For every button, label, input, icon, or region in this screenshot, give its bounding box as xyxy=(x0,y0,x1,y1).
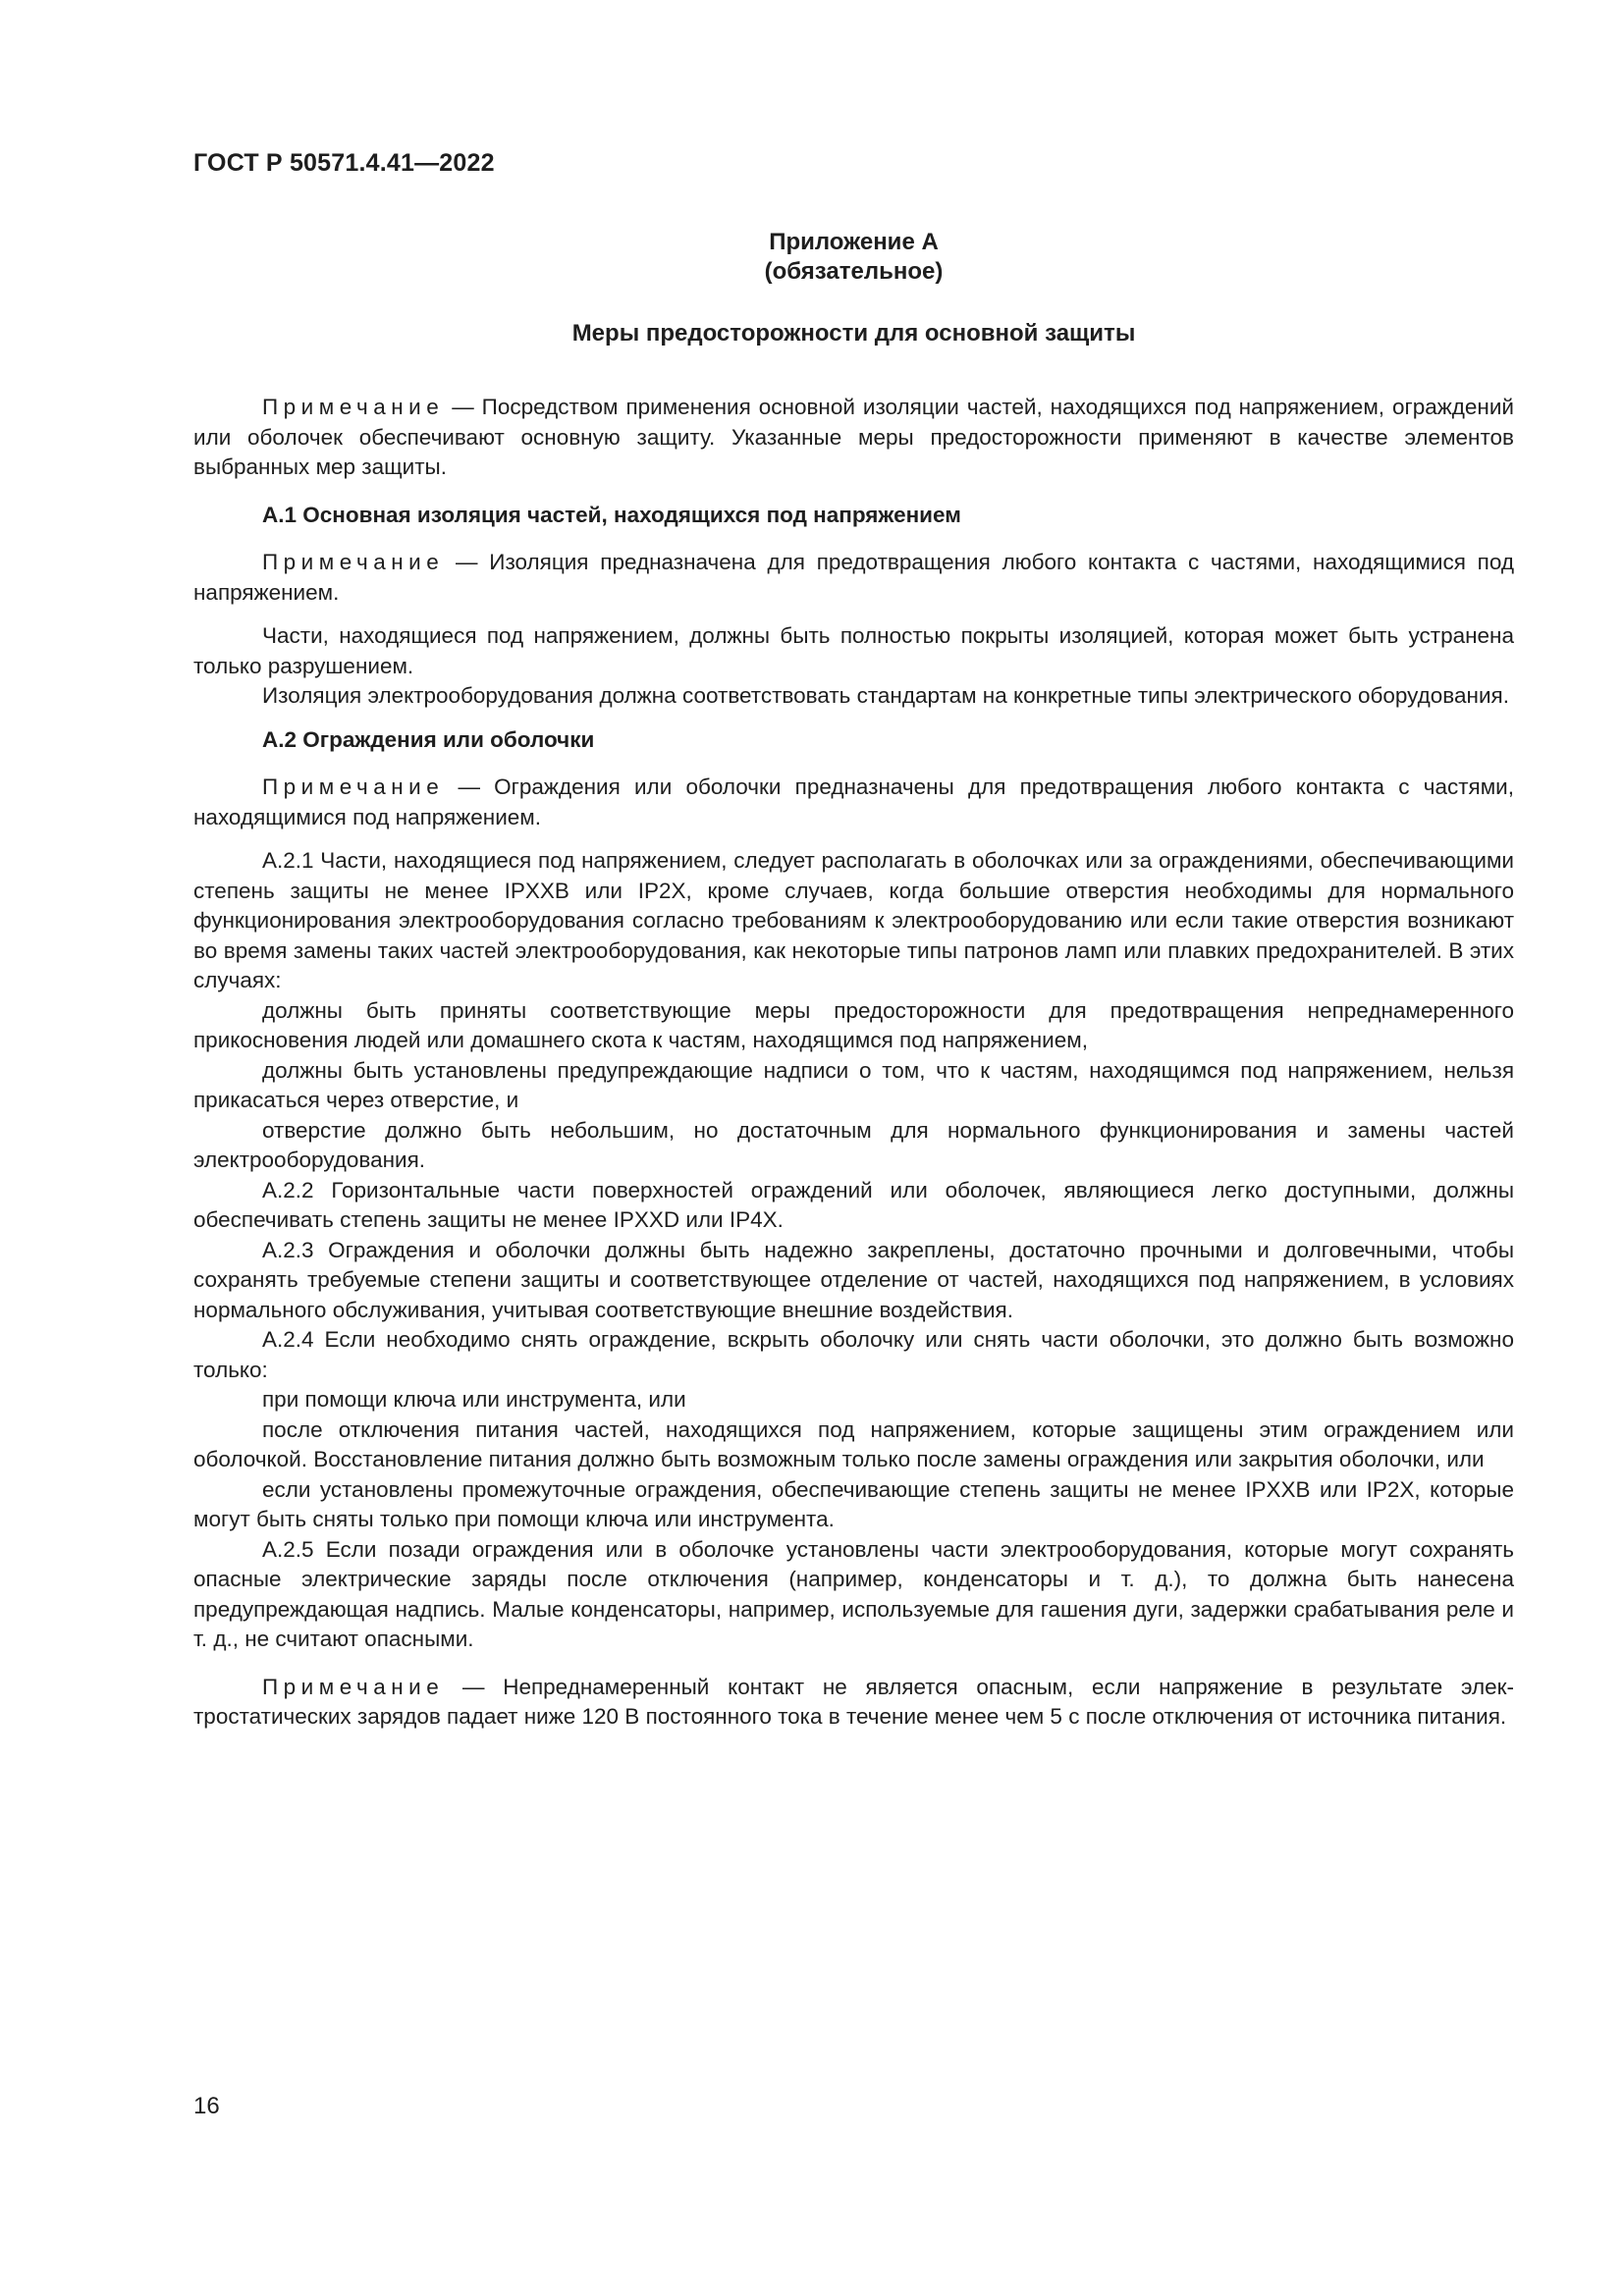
note-dash: — xyxy=(444,774,495,799)
section-a1-heading: А.1 Основная изоляция частей, находящихся под напряжением xyxy=(262,502,961,527)
section-a2-note xyxy=(193,773,1514,832)
page-number: 16 xyxy=(193,2093,220,2119)
note-text: Ограждения или оболочки предназначены для предотвращения любого контакта с частями, находящимися под напряжением. xyxy=(193,774,1514,829)
clause-a2-5: А.2.5 Если позади ограждения или в оболочке установлены части электрооборудования, которые могут сохранять опасные электрические заряды после отключения (например, конденсаторы и т. д.), то должна быть нанесена предупреждающая надпись. Малые конденсаторы, например, используемые для гашения дуги, задержки срабатывания реле и т. д., не считают опасными. xyxy=(193,1536,1514,1651)
section-a2-heading: А.2 Ограждения или оболочки xyxy=(262,726,595,752)
clause-a2-4-item: при помощи ключа или инструмента, или xyxy=(262,1387,686,1412)
clause-a2-1: А.2.1 Части, находящиеся под напряжением, следует располагать в оболочках или за ограждениями, обеспечивающими степень защиты не менее IPXXB или IP2X, кроме случаев, когда большие отверстия необходимы для нормального функционирования электрооборудования согласно требованиям к электрооборудованию или если такие отверстия возникают во время замены таких частей электрооборудования, как некоторые типы патронов ламп или плавких предохранителей. В этих случаях: xyxy=(193,848,1514,992)
note-dash: — xyxy=(444,1674,504,1699)
section-a2-final-note xyxy=(193,1673,1514,1733)
document-body xyxy=(193,393,1514,1733)
intro-note xyxy=(193,393,1514,483)
clause-a2-1-item: должны быть приняты соответствующие меры предосторожности для предотвращения непреднамеренного прикосновения людей или домашнего скота к частям, находящимся под напряжением, xyxy=(193,997,1514,1052)
clause-a2-2: А.2.2 Горизонтальные части поверхностей ограждений или оболочек, являющиеся легко доступными, должны обеспечивать степень защиты не менее IPXXD или IP4X. xyxy=(193,1177,1514,1232)
clause-a2-1-item: должны быть установлены предупреждающие надписи о том, что к частям, находящимся под напряжением, нельзя прикасаться через отверстие, и xyxy=(193,1057,1514,1112)
clause-a2-4-item: после отключения питания частей, находящихся под напряжением, которые защищены этим ограждением или оболочкой. Восстановление питания должно быть возможным только после замены ограждения или закрытия оболочки, или xyxy=(193,1416,1514,1471)
annex-title-block xyxy=(193,228,1514,287)
note-dash: — xyxy=(444,395,482,419)
clause-a2-1-item: отверстие должно быть небольшим, но достаточным для нормального функционирования и замены частей электрооборудования. xyxy=(193,1117,1514,1172)
document-code-header: ГОСТ Р 50571.4.41—2022 xyxy=(193,149,495,177)
note-text: Посредством применения основной изоляции частей, находящихся под напряжением, ограждений или оболочек обеспечивают основную защиту. Указанные меры предосторожности применяют в качестве элементов выбранных мер защиты. xyxy=(193,395,1514,479)
note-label: Примечание xyxy=(262,395,445,419)
annex-label: Приложение А xyxy=(769,229,939,255)
note-label: Примечание xyxy=(262,774,445,799)
section-a1-paragraph: Изоляция электрооборудования должна соответствовать стандартам на конкретные типы электрического оборудования. xyxy=(262,683,1509,708)
note-label: Примечание xyxy=(262,1674,445,1699)
note-dash: — xyxy=(444,550,490,574)
clause-a2-4-item: если установлены промежуточные ограждения, обеспечивающие степень защиты не менее IPXXB или IP2X, которые могут быть сняты только при помощи ключа или инструмента. xyxy=(193,1476,1514,1531)
annex-heading: Меры предосторожности для основной защиты xyxy=(571,320,1136,347)
annex-status: (обязательное) xyxy=(764,258,944,285)
clause-a2-4: А.2.4 Если необходимо снять ограждение, вскрыть оболочку или снять части оболочки, это должно быть возможно только: xyxy=(193,1327,1514,1382)
section-a1-paragraph: Части, находящиеся под напряжением, должны быть полностью покрыты изоляцией, которая может быть устранена только разрушением. xyxy=(193,623,1514,678)
section-a1-note xyxy=(193,548,1514,608)
note-label: Примечание xyxy=(262,550,445,574)
note-text: Изоляция предназначена для предотвращения любого контакта с частями, находящимися под напряжением. xyxy=(193,550,1514,605)
note-text: Непреднамеренный контакт не является опасным, если напряжение в результате электростатических зарядов падает ниже 120 В постоянного тока в течение менее чем 5 с после отключения от источника питания. xyxy=(193,1674,1514,1729)
clause-a2-3: А.2.3 Ограждения и оболочки должны быть надежно закреплены, достаточно прочными и долговечными, чтобы сохранять требуемые степени защиты и соответствующее отделение от частей, находящихся под напряжением, в условиях нормального обслуживания, учитывая соответствующие внешние воздействия. xyxy=(193,1237,1514,1322)
